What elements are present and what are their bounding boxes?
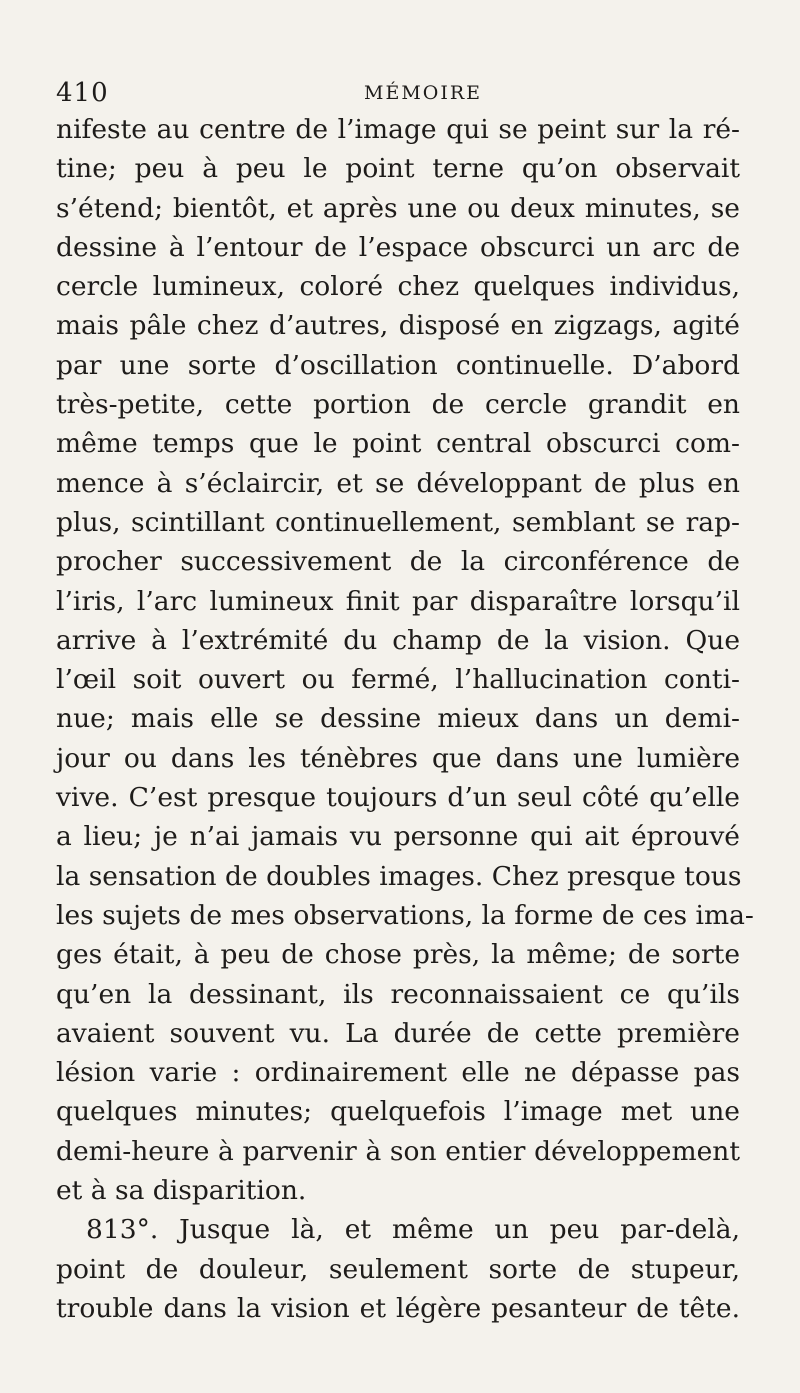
body-text [56, 110, 754, 1328]
text-line: demi-heure à parvenir à son entier développement [56, 1135, 740, 1167]
page-number: 410 [56, 78, 109, 108]
text-line: par une sorte d’oscillation continuelle. D’abord [56, 349, 740, 381]
text-line: cercle lumineux, coloré chez quelques individus, [56, 271, 740, 303]
text-line: qu’en la dessinant, ils reconnaissaient ce qu’ils [56, 978, 740, 1010]
running-head [56, 78, 742, 108]
text-line: jour ou dans les ténèbres que dans une lumière [56, 742, 740, 774]
text-line: ges était, à peu de chose près, la même; de sorte [56, 939, 740, 971]
text-line: très-petite, cette portion de cercle grandit en [56, 389, 740, 421]
text-line: mence à s’éclaircir, et se développant de plus en [56, 467, 740, 499]
text-line: quelques minutes; quelquefois l’image met une [56, 1096, 740, 1128]
text-line: nifeste au centre de l’image qui se peint sur la ré- [56, 114, 740, 145]
text-line: la sensation de doubles images. Chez presque tous [56, 860, 742, 892]
running-title: MÉMOIRE [364, 82, 483, 104]
text-line: même temps que le point central obscurci com- [56, 428, 740, 460]
paragraph-end-line: et à sa disparition. [56, 1175, 307, 1207]
text-line: s’étend; bientôt, et après une ou deux minutes, se [56, 192, 740, 224]
text-line: vive. C’est presque toujours d’un seul côté qu’elle [56, 782, 740, 814]
text-line: nue; mais elle se dessine mieux dans un demi- [56, 703, 740, 735]
text-line: plus, scintillant continuellement, semblant se rap- [56, 506, 740, 538]
text-line: procher successivement de la circonférence de [56, 546, 740, 578]
text-line: mais pâle chez d’autres, disposé en zigzags, agité [56, 310, 740, 342]
text-line: arrive à l’extrémité du champ de la vision. Que [56, 624, 740, 656]
text-line: l’iris, l’arc lumineux finit par disparaître lorsqu’il [56, 585, 740, 617]
text-line: a lieu; je n’ai jamais vu personne qui ait éprouvé [56, 821, 740, 853]
text-line: dessine à l’entour de l’espace obscurci un arc de [56, 231, 740, 263]
text-line: l’œil soit ouvert ou fermé, l’hallucination conti- [56, 664, 740, 696]
text-line: trouble dans la vision et légère pesanteur de tête. [56, 1292, 740, 1324]
text-line: point de douleur, seulement sorte de stupeur, [56, 1253, 740, 1285]
text-line: lésion varie : ordinairement elle ne dépasse pas [56, 1057, 740, 1089]
text-line: tine; peu à peu le point terne qu’on observait [56, 153, 740, 185]
numbered-paragraph-start: 813°. Jusque là, et même un peu par-delà, [86, 1214, 740, 1246]
text-line: les sujets de mes observations, la forme de ces ima- [56, 899, 754, 931]
text-line: avaient souvent vu. La durée de cette première [56, 1017, 740, 1049]
